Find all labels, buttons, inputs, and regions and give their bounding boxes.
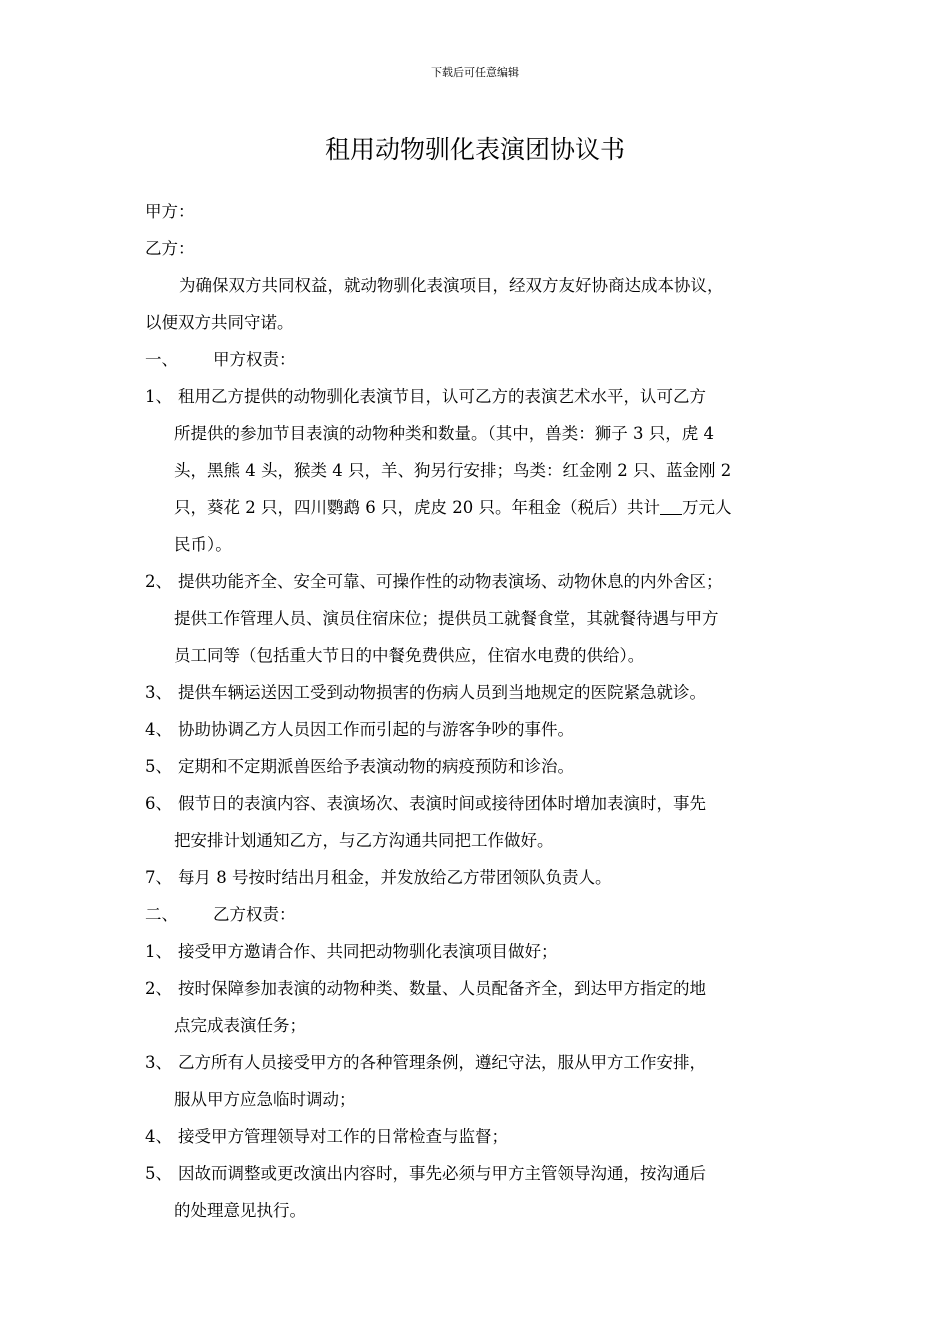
section-heading-party-b (145, 896, 820, 933)
clause-text: 租用乙方提供的动物驯化表演节目，认可乙方的表演艺术水平，认可乙方 (178, 387, 706, 406)
clause-text: 每月 8 号按时结出月租金，并发放给乙方带团领队负责人。 (178, 868, 612, 887)
clause-number: 3、 (145, 1053, 172, 1072)
intro-line: 以便双方共同守诺。 (145, 313, 294, 332)
clause-b4 (145, 1118, 820, 1155)
clause-number: 1、 (145, 942, 172, 961)
document-title: 租用动物驯化表演团协议书 (324, 135, 625, 164)
section-title: 乙方权责： (213, 905, 296, 924)
clause-a1-continued: 所提供的参加节目表演的动物种类和数量。（其中，兽类：狮子 3 只，虎 4 (174, 424, 714, 443)
section-number: 一、 (145, 350, 178, 369)
clause-text: 按时保障参加表演的动物种类、数量、人员配备齐全，到达甲方指定的地 (178, 979, 706, 998)
clause-text: 乙方所有人员接受甲方的各种管理条例，遵纪守法，服从甲方工作安排， (178, 1053, 706, 1072)
clause-a1-continued: 头，黑熊 4 头，猴类 4 只，羊、狗另行安排；鸟类：红金刚 2 只、蓝金刚 2 (174, 461, 732, 480)
clause-a1-continued: 民币）。 (174, 535, 232, 554)
clause-b3-continued: 服从甲方应急临时调动； (174, 1090, 356, 1109)
clause-b5 (145, 1155, 820, 1192)
clause-text: 只，葵花 2 只，四川鹦鹉 6 只，虎皮 20 只。年租金（税后）共计 (174, 498, 660, 517)
clause-a5 (145, 748, 820, 785)
clause-number: 7、 (145, 868, 172, 887)
clause-number: 5、 (145, 757, 172, 776)
clause-number: 4、 (145, 720, 172, 739)
clause-text: 接受甲方邀请合作、共同把动物驯化表演项目做好； (178, 942, 558, 961)
clause-number: 2、 (145, 979, 172, 998)
header-note: 下载后可任意编辑 (431, 66, 519, 79)
clause-a3 (145, 674, 820, 711)
clause-a1-continued (145, 489, 820, 526)
clause-a6-continued: 把安排计划通知乙方，与乙方沟通共同把工作做好。 (174, 831, 554, 850)
clause-number: 1、 (145, 387, 172, 406)
clause-b1 (145, 933, 820, 970)
party-b-label: 乙方： (145, 239, 195, 258)
clause-text: 接受甲方管理领导对工作的日常检查与监督； (178, 1127, 508, 1146)
clause-a2-continued: 员工同等（包括重大节日的中餐免费供应，住宿水电费的供给）。 (174, 646, 645, 665)
clause-a4 (145, 711, 820, 748)
clause-text: 定期和不定期派兽医给予表演动物的病疫预防和诊治。 (178, 757, 574, 776)
clause-b5-continued: 的处理意见执行。 (174, 1201, 306, 1220)
clause-a6 (145, 785, 820, 822)
clause-text: 假节日的表演内容、表演场次、表演时间或接待团体时增加表演时，事先 (178, 794, 706, 813)
clause-b3 (145, 1044, 820, 1081)
clause-a1 (145, 378, 820, 415)
clause-number: 2、 (145, 572, 172, 591)
clause-text: 万元人 (681, 498, 732, 517)
clause-text: 提供功能齐全、安全可靠、可操作性的动物表演场、动物休息的内外舍区； (178, 572, 723, 591)
clause-text: 提供车辆运送因工受到动物损害的伤病人员到当地规定的医院紧急就诊。 (178, 683, 706, 702)
section-heading-party-a (145, 341, 820, 378)
clause-number: 5、 (145, 1164, 172, 1183)
rent-amount-blank[interactable] (660, 496, 682, 515)
clause-a7 (145, 859, 820, 896)
clause-number: 4、 (145, 1127, 172, 1146)
clause-text: 因故而调整或更改演出内容时，事先必须与甲方主管领导沟通，按沟通后 (178, 1164, 706, 1183)
section-title: 甲方权责： (213, 350, 296, 369)
clause-number: 3、 (145, 683, 172, 702)
document-body (145, 193, 820, 1229)
clause-text: 协助协调乙方人员因工作而引起的与游客争吵的事件。 (178, 720, 574, 739)
party-a-label: 甲方： (145, 202, 195, 221)
intro-line: 为确保双方共同权益，就动物驯化表演项目，经双方友好协商达成本协议， (179, 276, 724, 295)
section-number: 二、 (145, 905, 178, 924)
clause-b2-continued: 点完成表演任务； (174, 1016, 306, 1035)
clause-number: 6、 (145, 794, 172, 813)
clause-a2 (145, 563, 820, 600)
clause-b2 (145, 970, 820, 1007)
clause-a2-continued: 提供工作管理人员、演员住宿床位；提供员工就餐食堂，其就餐待遇与甲方 (174, 609, 719, 628)
